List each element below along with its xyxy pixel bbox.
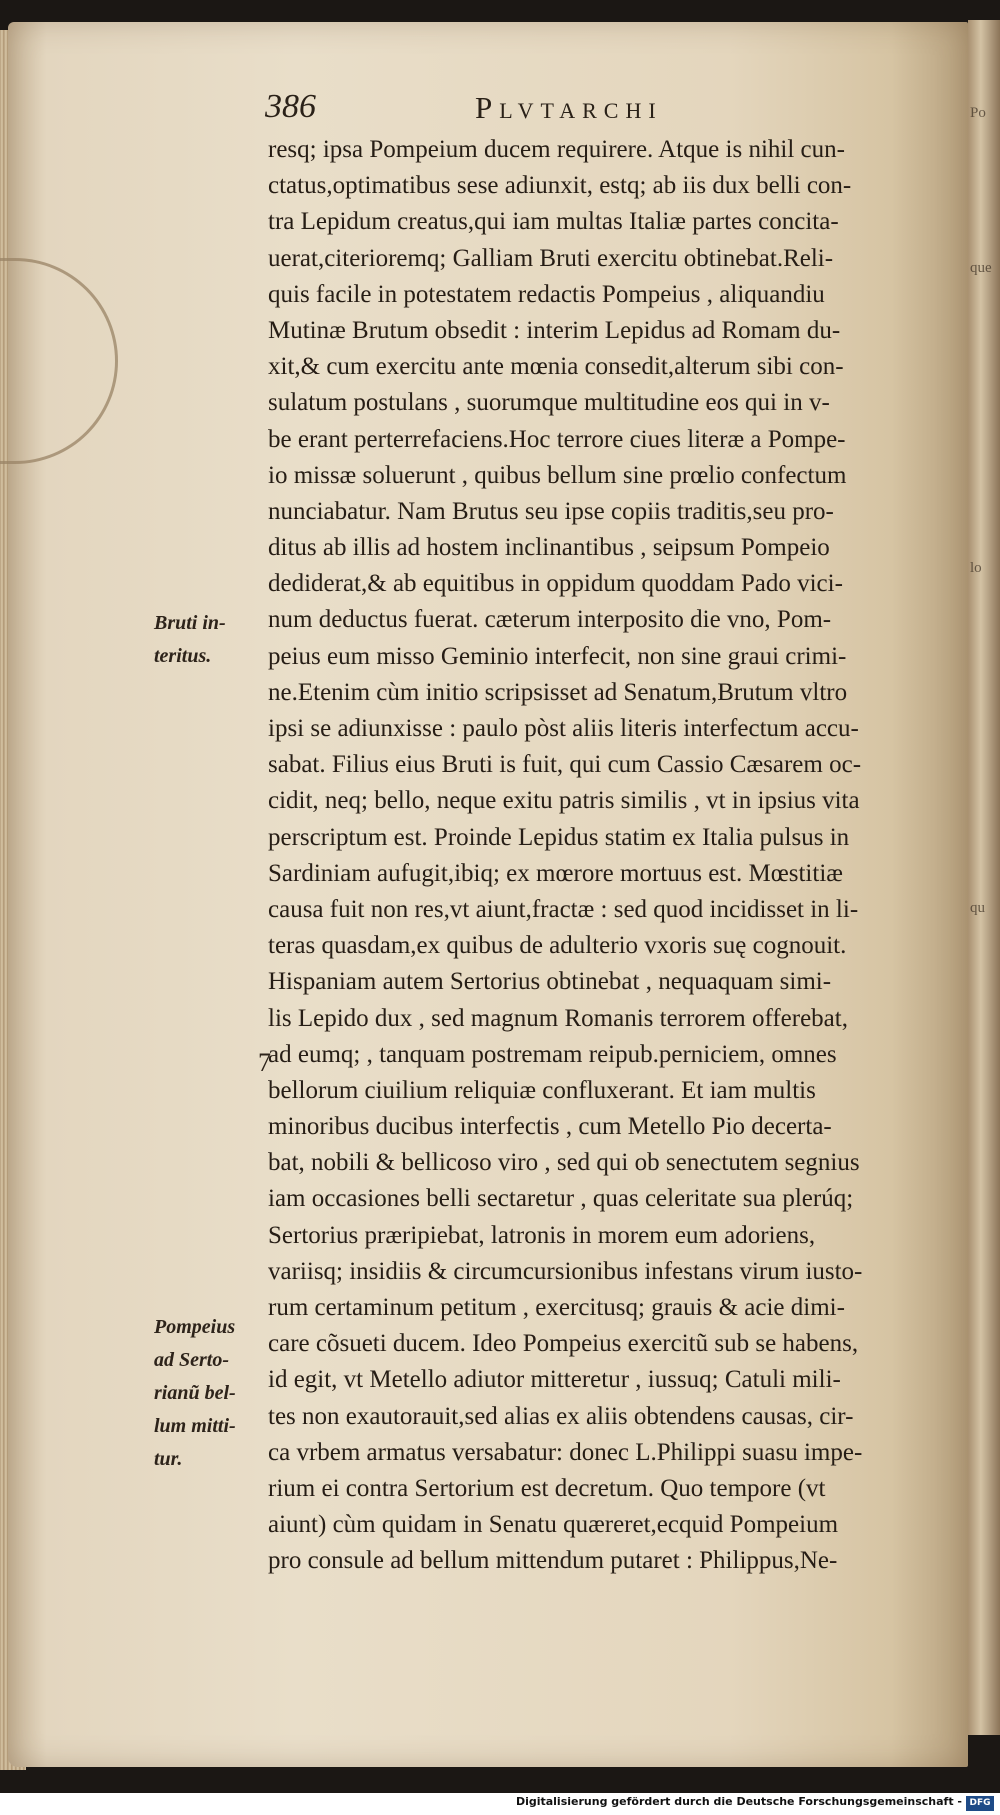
text-line: io missæ soluerunt , quibus bellum sine prœlio confectum (268, 461, 847, 489)
text-line: Mutinæ Brutum obsedit : interim Lepidus ad Romam du- (268, 316, 841, 344)
margin-note-line: Bruti in- (154, 612, 226, 634)
text-line: ne.Etenim cùm initio scripsisset ad Senatum,Brutum vltro (268, 678, 848, 706)
text-line: pro consule ad bellum mittendum putaret : Philippus,Ne- (268, 1547, 838, 1575)
margin-note-line: lum mitti- (154, 1415, 236, 1437)
facing-page-edge (968, 20, 1000, 1735)
section-number: 7 (258, 1048, 271, 1077)
facing-page-fragment: qu (970, 900, 985, 916)
text-line: id egit, vt Metello adiutor mitteretur , iussuq; Catuli mili- (268, 1366, 841, 1394)
text-line: uerat,citerioremq; Galliam Bruti exercitu obtinebat.Reli- (268, 244, 834, 272)
text-line: ipsi se adiunxisse : paulo pòst aliis literis interfectum accu- (268, 715, 859, 742)
margin-note-bruti-interitus (154, 607, 284, 673)
facing-page-fragment: Po (970, 105, 986, 121)
text-line: tra Lepidum creatus,qui iam multas Italiæ partes concita- (268, 208, 839, 236)
margin-note-line: teritus. (154, 645, 212, 667)
text-line: be erant perterrefaciens.Hoc terrore ciues literæ a Pompe- (268, 425, 846, 453)
margin-note-line: ad Serto- (154, 1349, 229, 1371)
text-line: num deductus fuerat. cæterum interposito die vno, Pom- (268, 606, 832, 634)
page-header (265, 88, 965, 132)
text-line: peius eum misso Geminio interfecit, non sine graui crimi- (268, 642, 847, 670)
text-line: ditus ab illis ad hostem inclinantibus , seipsum Pompeio (268, 534, 830, 562)
footer-bar (0, 1793, 1000, 1815)
text-line: lis Lepido dux , sed magnum Romanis terrorem offerebat, (268, 1004, 848, 1032)
text-line: xit,& cum exercitu ante mœnia consedit,alterum sibi con- (268, 353, 844, 381)
margin-note-pompeius-sertorianum (154, 1311, 284, 1476)
text-line: ca vrbem armatus versabatur: donec L.Philippi suasu impe- (268, 1438, 863, 1466)
text-line: nunciabatur. Nam Brutus seu ipse copiis traditis,seu pro- (268, 497, 834, 525)
text-line: sulatum postulans , suorumque multitudine eos qui in v- (268, 389, 830, 417)
text-line: cidit, neq; bello, neque exitu patris similis , vt in ipsius vita (268, 787, 860, 815)
dfg-logo: DFG (966, 1796, 994, 1811)
text-line: quis facile in potestatem redactis Pompeius , aliquandiu (268, 280, 825, 308)
text-line: care cõsueti ducem. Ideo Pompeius exercitũ sub se habens, (268, 1330, 859, 1358)
text-line: dediderat,& ab equitibus in oppidum quoddam Pado vici- (268, 570, 843, 598)
text-line: rium ei contra Sertorium est decretum. Quo tempore (vt (268, 1474, 826, 1502)
text-line: bat, nobili & bellicoso viro , sed qui ob senectutem segnius (268, 1149, 860, 1177)
text-line: ad eumq; , tanquam postremam reipub.perniciem, omnes (268, 1040, 837, 1068)
text-line: causa fuit non res,vt aiunt,fractæ : sed quod incidisset in li- (268, 895, 859, 923)
text-line: Hispaniam autem Sertorius obtinebat , nequaquam simi- (268, 968, 832, 996)
running-head: Plvtarchi (475, 90, 663, 125)
facing-page-fragment: que (970, 260, 992, 276)
text-line: tes non exautorauit,sed alias ex aliis obtendens causas, cir- (268, 1402, 854, 1430)
facing-page-fragment: lo (970, 560, 982, 576)
text-line: perscriptum est. Proinde Lepidus statim ex Italia pulsus in (268, 823, 850, 851)
text-line: aiunt) cùm quidam in Senatu quæreret,ecquid Pompeium (268, 1511, 839, 1539)
text-line: sabat. Filius eius Bruti is fuit, qui cum Cassio Cæsarem oc- (268, 751, 862, 779)
main-text-block (268, 132, 968, 1580)
margin-note-line: Pompeius (154, 1316, 236, 1338)
text-line: teras quasdam,ex quibus de adulterio vxoris suę cognouit. (268, 932, 847, 960)
text-line: resq; ipsa Pompeium ducem requirere. Atque is nihil cun- (268, 136, 845, 163)
page-number: 386 (265, 88, 316, 125)
text-line: minoribus ducibus interfectis , cum Metello Pio decerta- (268, 1113, 832, 1141)
text-line: Sertorius præripiebat, latronis in morem eum adoriens, (268, 1221, 816, 1249)
digitization-credit: Digitalisierung gefördert durch die Deutsche Forschungsgemeinschaft - (515, 1795, 962, 1808)
text-line: bellorum ciuilium reliquiæ confluxerant. Et iam multis (268, 1076, 816, 1104)
margin-note-line: rianũ bel- (154, 1382, 236, 1404)
text-line: rum certaminum petitum , exercitusq; grauis & acie dimi- (268, 1294, 845, 1321)
text-line: Sardiniam aufugit,ibiq; ex mœrore mortuus est. Mœstitiæ (268, 859, 843, 887)
text-line: ctatus,optimatibus sese adiunxit, estq; ab iis dux belli con- (268, 172, 852, 200)
text-line: iam occasiones belli sectaretur , quas celeritate sua plerúq; (268, 1185, 854, 1213)
margin-note-line: tur. (154, 1448, 183, 1470)
text-line: variisq; insidiis & circumcursionibus infestans virum iusto- (268, 1257, 863, 1285)
